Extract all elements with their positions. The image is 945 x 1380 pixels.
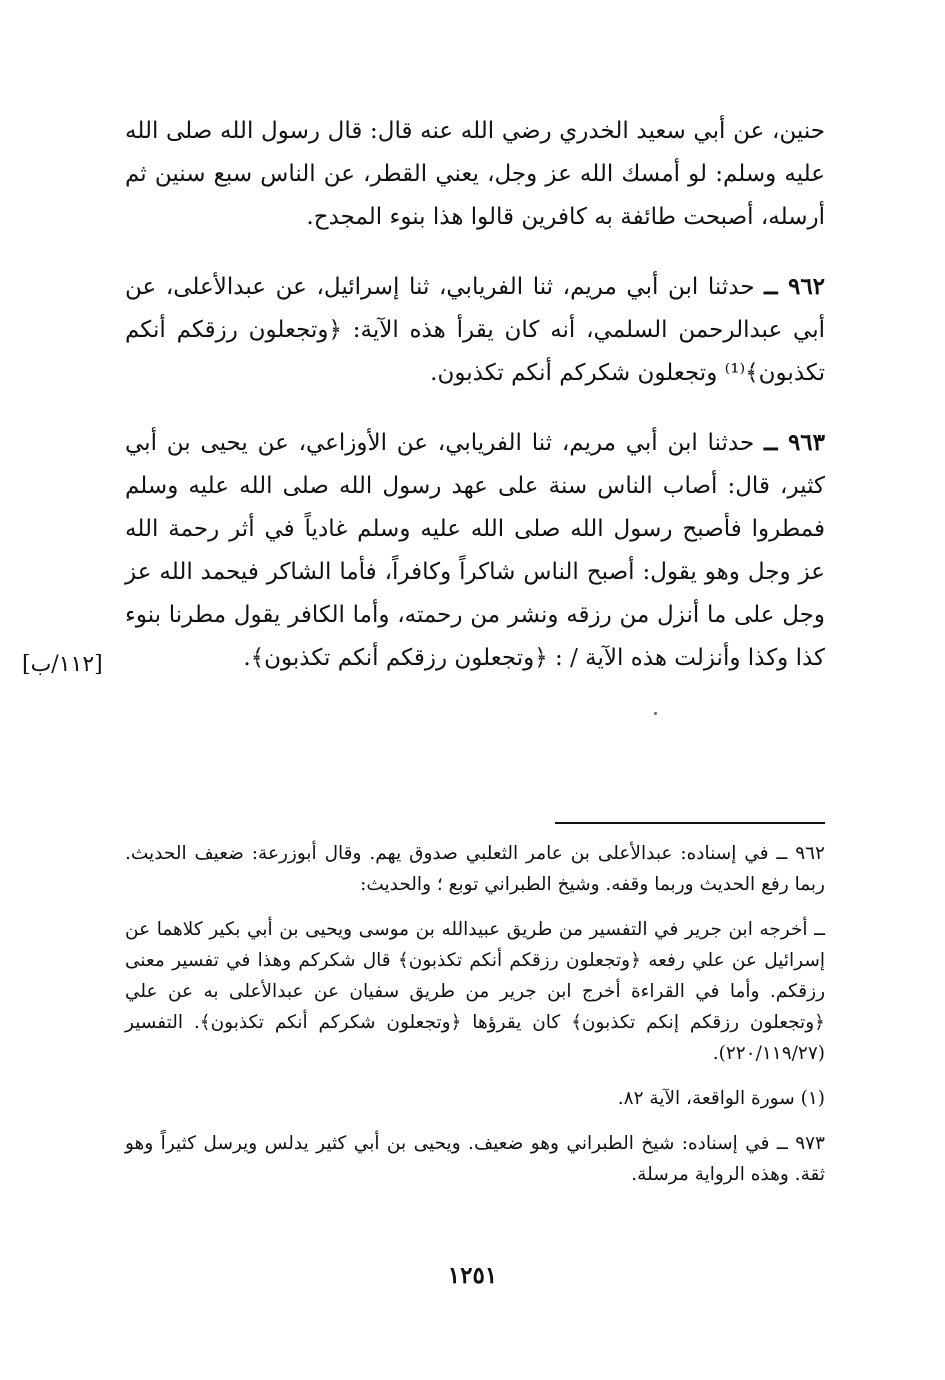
hadith-963-number: ٩٦٣ ــ [763,429,825,456]
speck [654,712,657,715]
hadith-963-text: حدثنا ابن أبي مريم، ثنا الفريابي، عن الأوزاعي، عن يحيى بن أبي كثير، قال: أصاب الناس سنة على عهد رسول الله صلى الله عليه وسلم فمطروا فأصبح رسول الله صلى الله عليه وسلم غادياً في أثر رحمة الله عز وجل وهو يقول: أصبح الناس شاكراً وكافراً، فأما الشاكر فيحمد الله عز وجل على ما أنزل من رزقه ونشر من رحمته، وأما الكافر يقول مطرنا بنوء كذا وكذا وأنزلت هذه الآية / : ﴿وتجعلون رزقكم أنكم تكذبون﴾. [125,430,825,671]
hadith-962-number: ٩٦٢ ــ [764,273,826,300]
footnotes [125,838,825,1190]
footnote-962-lead: ٩٦٢ ــ في إسناده: عبدالأعلى بن عامر الثعلبي صدوق يهم. وقال أبوزرعة: ضعيف الحديث. ربما رفع الحديث وربما وقفه. وشيخ الطبراني توبع ؛ والحديث: [125,843,825,895]
hadith-962 [125,265,825,395]
footnote-962-body: ــ أخرجه ابن جرير في التفسير من طريق عبيدالله بن موسى ويحيى بن أبي بكير كلاهما عن إسرائيل عن علي رفعه ﴿وتجعلون رزقكم أنكم تكذبون﴾ قال شكركم وهذا في تفسير معنى رزقكم. وأما في القراءة أخرج ابن جرير من طريق سفيان عن عبدالأعلى به عن علي ﴿وتجعلون رزقكم إنكم تكذبون﴾ كان يقرؤها ﴿وتجعلون شكركم أنكم تكذبون﴾. التفسير (٢٢٠/١١٩/٢٧). [125,919,825,1064]
manuscript-folio-marker: [١١٢/ب] [22,652,103,677]
footnote-1: (١) سورة الواقعة، الآية ٨٢. [617,1088,825,1109]
main-text [125,110,825,680]
paragraph-intro [125,110,825,239]
page-number: ١٢٥١ [447,1262,498,1289]
footnote-973: ٩٧٣ ــ في إسناده: شيخ الطبراني وهو ضعيف. ويحيى بن أبي كثير يدلس ويرسل كثيراً وهو ثقة. وهذه الرواية مرسلة. [125,1133,825,1185]
paragraph-intro-text: حنين، عن أبي سعيد الخدري رضي الله عنه قال: قال رسول الله صلى الله عليه وسلم: لو أمسك الله عز وجل، يعني القطر، عن الناس سبع سنين ثم أرسله، أصبحت طائفة به كافرين قالوا هذا بنوء المجدح. [125,118,825,230]
hadith-963 [125,421,825,680]
footnote-divider [555,822,825,824]
hadith-962-text: حدثنا ابن أبي مريم، ثنا الفريابي، ثنا إسرائيل، عن عبدالأعلى، عن أبي عبدالرحمن السلمي، أنه كان يقرأ هذه الآية: ﴿وتجعلون رزقكم أنكم تكذبون﴾⁽¹⁾ وتجعلون شكركم أنكم تكذبون. [125,274,825,386]
